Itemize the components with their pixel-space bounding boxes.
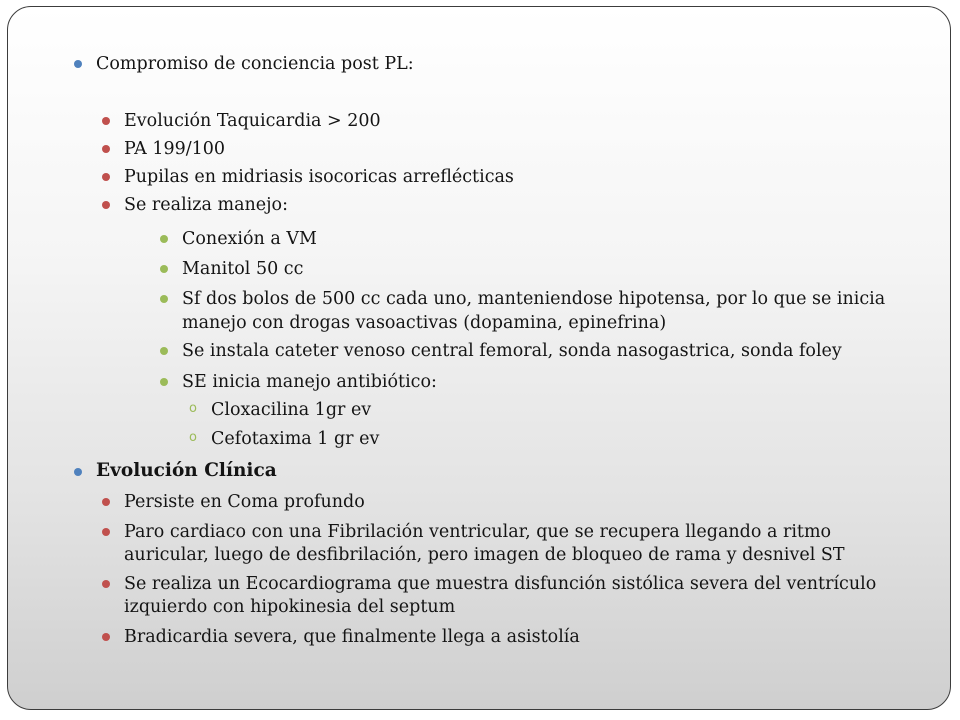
- list-item: PA 199/100: [124, 139, 226, 159]
- bullet-circle-icon: o: [189, 430, 197, 445]
- bullet-blue-dot: [74, 468, 82, 476]
- list-item: Cloxacilina 1gr ev: [211, 400, 372, 420]
- bullet-red-dot: [102, 173, 110, 181]
- bullet-red-dot: [102, 145, 110, 153]
- list-item: Manitol 50 cc: [182, 259, 304, 279]
- heading-evolucion-clinica: Evolución Clínica: [96, 460, 277, 481]
- list-item: Persiste en Coma profundo: [124, 492, 365, 512]
- bullet-red-dot: [102, 117, 110, 125]
- bullet-red-dot: [102, 498, 110, 506]
- list-item: Cefotaxima 1 gr ev: [211, 429, 380, 449]
- list-item: Sf dos bolos de 500 cc cada uno, manteniendose hipotensa, por lo que se inicia: [182, 289, 886, 309]
- bullet-green-dot: [160, 347, 168, 355]
- list-item: Se realiza manejo:: [124, 195, 288, 215]
- bullet-green-dot: [160, 265, 168, 273]
- list-item: Se instala cateter venoso central femoral, sonda nasogastrica, sonda foley: [182, 341, 842, 361]
- list-item: Bradicardia severa, que finalmente llega a asistolía: [124, 627, 580, 647]
- bullet-red-dot: [102, 580, 110, 588]
- bullet-circle-icon: o: [189, 401, 197, 416]
- list-item-continuation: manejo con drogas vasoactivas (dopamina, epinefrina): [182, 313, 667, 333]
- bullet-green-dot: [160, 295, 168, 303]
- list-item: Conexión a VM: [182, 229, 317, 249]
- bullet-red-dot: [102, 528, 110, 536]
- list-item: Se realiza un Ecocardiograma que muestra disfunción sistólica severa del ventrículo: [124, 574, 877, 594]
- list-item: SE inicia manejo antibiótico:: [182, 372, 437, 392]
- bullet-green-dot: [160, 235, 168, 243]
- slide-frame: [7, 6, 951, 710]
- bullet-blue-dot: [74, 60, 82, 68]
- list-item: Paro cardiaco con una Fibrilación ventricular, que se recupera llegando a ritmo: [124, 522, 832, 542]
- heading-compromiso: Compromiso de conciencia post PL:: [96, 54, 414, 74]
- bullet-green-dot: [160, 378, 168, 386]
- bullet-red-dot: [102, 633, 110, 641]
- list-item: Pupilas en midriasis isocoricas arreflécticas: [124, 167, 514, 187]
- list-item-continuation: auricular, luego de desfibrilación, pero imagen de bloqueo de rama y desnivel ST: [124, 545, 845, 565]
- bullet-red-dot: [102, 201, 110, 209]
- list-item: Evolución Taquicardia > 200: [124, 111, 381, 131]
- list-item-continuation: izquierdo con hipokinesia del septum: [124, 597, 456, 617]
